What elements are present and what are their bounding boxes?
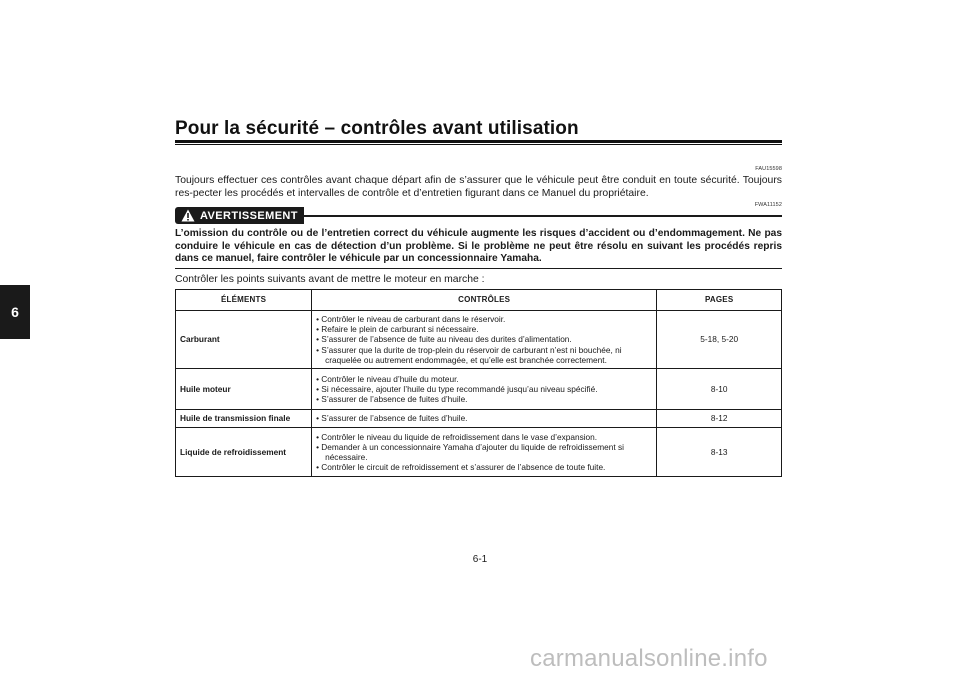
control-line: • Demander à un concessionnaire Yamaha d’ajouter du liquide de refroidissement si nécessaire. [316,441,624,463]
warning-bottom-rule [175,268,782,269]
control-line: • Contrôler le circuit de refroidissement et s’assurer de l’absence de toute fuite. [316,462,606,473]
item-cell: Huile moteur [176,369,312,410]
table-row [176,311,782,369]
item-cell: Carburant [176,311,312,369]
pages-cell: 8-10 [657,369,782,410]
table-row [176,369,782,410]
control-line: • Contrôler le niveau du liquide de refroidissement dans le vase d’expansion. [316,431,598,442]
page-number: 6-1 [472,554,488,565]
header-rule [175,140,782,143]
control-line: • S’assurer que la durite de trop-plein du réservoir de carburant n’est ni bouchée, ni craquelée ou autrement endommagée, et qu’elle est branchée correctement. [316,344,622,365]
intro-code: FAU15598 [755,166,782,172]
warning-triangle-icon [181,209,195,222]
table-row [176,428,782,477]
warning-label: AVERTISSEMENT [200,209,298,222]
control-line: • Si nécessaire, ajouter l’huile du type recommandé jusqu’au niveau spécifié. [316,383,598,394]
header-controls: CONTRÔLES [312,290,657,311]
pages-cell: 5-18, 5-20 [657,311,782,369]
page-title: Pour la sécurité – contrôles avant utilisation [175,118,579,139]
controls-cell [312,369,657,410]
table-header-row [176,290,782,311]
control-line: • Contrôler le niveau d’huile du moteur. [316,373,459,384]
control-line: • S’assurer de l’absence de fuite au niveau des durites d’alimentation. [316,334,572,345]
controls-cell [312,410,657,428]
item-cell: Liquide de refroidissement [176,428,312,477]
header-elements: ÉLÉMENTS [176,290,312,311]
header-rule-thin [175,144,782,145]
controls-cell [312,428,657,477]
control-line: • Contrôler le niveau de carburant dans le réservoir. [316,314,506,324]
warning-text: L’omission du contrôle ou de l’entretien correct du véhicule augmente les risques d’accident ou d’endommagement. Ne pas conduire le véhicule en cas de détection d’un problème. Si le problème ne peut être résolu en suivant les procédés repris dans ce manuel, faire contrôler le véhicule par un concessionnaire Yamaha. [175,228,782,265]
warning-code: FWA11152 [754,202,782,208]
warning-rule [299,215,782,217]
checks-table [175,289,782,477]
header-pages: PAGES [657,290,782,311]
control-line: • S’assurer de l’absence de fuites d’huile. [316,413,468,424]
chapter-tab: 6 [0,285,30,339]
table-row [176,410,782,428]
pages-cell: 8-12 [657,410,782,428]
watermark: carmanualsonline.info [530,645,768,672]
control-line: • Refaire le plein de carburant si nécessaire. [316,324,479,335]
pages-cell: 8-13 [657,428,782,477]
intro-paragraph: Toujours effectuer ces contrôles avant chaque départ afin de s’assurer que le véhicule peut être conduit en toute sécurité. Toujours res-pecter les procédés et intervalles de contrôle et d’entretien figurant dans ce Manuel du propriétaire. [175,175,782,199]
warning-badge [175,207,304,224]
check-intro: Contrôler les points suivants avant de mettre le moteur en marche : [175,274,485,285]
item-cell: Huile de transmission finale [176,410,312,428]
controls-cell [312,311,657,369]
control-line: • S’assurer de l’absence de fuites d’huile. [316,394,468,405]
